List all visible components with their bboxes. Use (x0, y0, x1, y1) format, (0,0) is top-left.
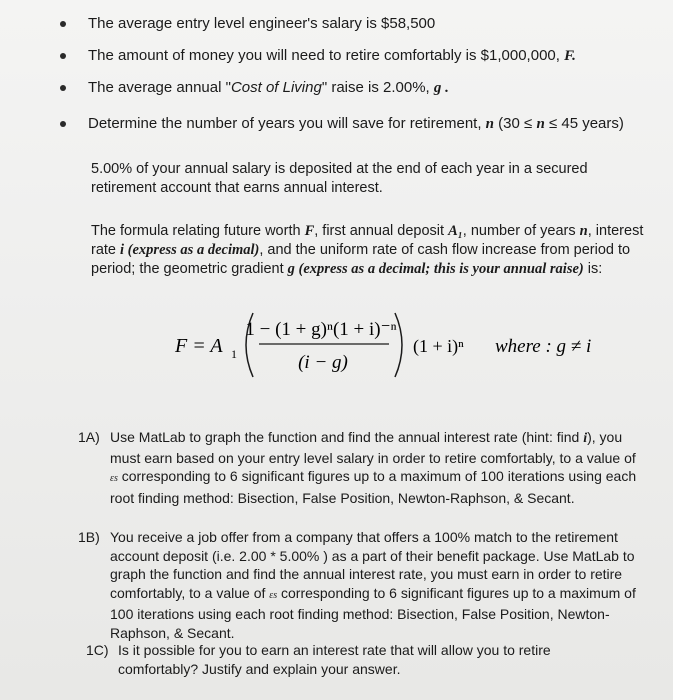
var-n: n (536, 116, 545, 132)
text: You receive a job offer from a company that offers a 100% match to the retirement account deposit (i.e. 2.00 * 5.00% ) as a part of their benefit package. Use MatLab to graph the function and find the annual interest rate, you must earn in order to retire comfortably, to a value of (110, 529, 635, 601)
question-text: Is it possible for you to earn an interest rate that will allow you to retire comfortably? Justify and explain your answer. (118, 642, 551, 677)
question-text (78, 428, 638, 507)
bullet-list (60, 14, 660, 146)
formula-denominator: (i − g) (298, 352, 348, 373)
formula-where: where : g ≠ i (495, 336, 592, 357)
bullet-text: " raise is 2.00%, (321, 79, 434, 96)
formula-numerator: 1 − (1 + g)ⁿ(1 + i)⁻ⁿ (245, 319, 397, 340)
epsilon-symbol: εs (269, 589, 278, 601)
cost-of-living-text: Cost of Living (230, 79, 322, 96)
question-label: 1C) (86, 642, 109, 658)
var-n: n (579, 223, 588, 239)
text: , interest rate (91, 223, 644, 258)
text: (express as a decimal) (124, 242, 260, 258)
bullet-raise (60, 78, 660, 98)
text: corresponding to 6 significant figures up to a maximum of 100 iterations using each root finding method: Bisection, False Position, Newton-Raphson, & Secant. (110, 584, 636, 641)
formula-svg (175, 305, 665, 385)
var-i: i (120, 242, 125, 258)
question-text (78, 528, 638, 642)
text: , first annual deposit (314, 223, 449, 239)
text: The formula relating future worth (91, 223, 305, 239)
bullet-years (60, 114, 660, 134)
formula-tail: (1 + i)ⁿ (413, 336, 464, 356)
question-label: 1A) (78, 429, 100, 445)
var-F: F (304, 223, 315, 239)
deposit-paragraph: 5.00% of your annual salary is deposited at the end of each year in a secured retirement account that earns annual interest. (91, 161, 588, 196)
bullet-text: The average annual " (88, 79, 231, 96)
text: , number of years (462, 223, 580, 239)
formula-sub: 1 (231, 347, 237, 361)
var-g: g (287, 261, 295, 277)
range-text: (30 ≤ (494, 115, 537, 132)
formula-lhs: F = A (175, 335, 223, 357)
question-1c (86, 641, 586, 678)
future-worth-formula (175, 305, 665, 385)
bullet-text: Determine the number of years you will save for retirement, (88, 115, 486, 132)
bullet-dot-icon (60, 85, 66, 91)
range-text: ≤ 45 years) (544, 115, 624, 132)
var-g: g . (433, 80, 449, 96)
bullet-salary (60, 14, 660, 34)
var-A1: A₁ (448, 223, 463, 239)
bullet-text: The average entry level engineer's salary is $58,500 (88, 15, 436, 32)
text: corresponding to 6 significant figures up to a maximum of 100 iterations using each root finding method: Bisection, False Position, Newton-Raphson, & Secant. (110, 468, 637, 506)
bullet-dot-icon (60, 21, 66, 27)
text: , and the uniform rate of cash flow increase from period to period; the geometric gradient (91, 242, 631, 277)
text: is: (583, 261, 603, 277)
question-1b (78, 528, 638, 642)
epsilon-symbol: εs (110, 473, 118, 484)
bullet-dot-icon (60, 53, 66, 59)
bullet-dot-icon (60, 121, 66, 127)
formula-description (91, 222, 651, 279)
text: ), you must earn based on your entry level salary in order to retire comfortably, to a value of (110, 429, 636, 466)
var-n: n (485, 116, 495, 132)
bullet-text: The amount of money you will need to retire comfortably is $1,000,000, (88, 47, 565, 64)
question-1a (78, 428, 638, 507)
bullet-retire-amount (60, 46, 660, 66)
var-i: i (583, 431, 588, 446)
question-label: 1B) (78, 529, 100, 545)
text: (express as a decimal; this is your annual raise) (294, 261, 584, 277)
text: Use MatLab to graph the function and find the annual interest rate (hint: find (110, 429, 584, 445)
var-F: F. (564, 48, 576, 64)
